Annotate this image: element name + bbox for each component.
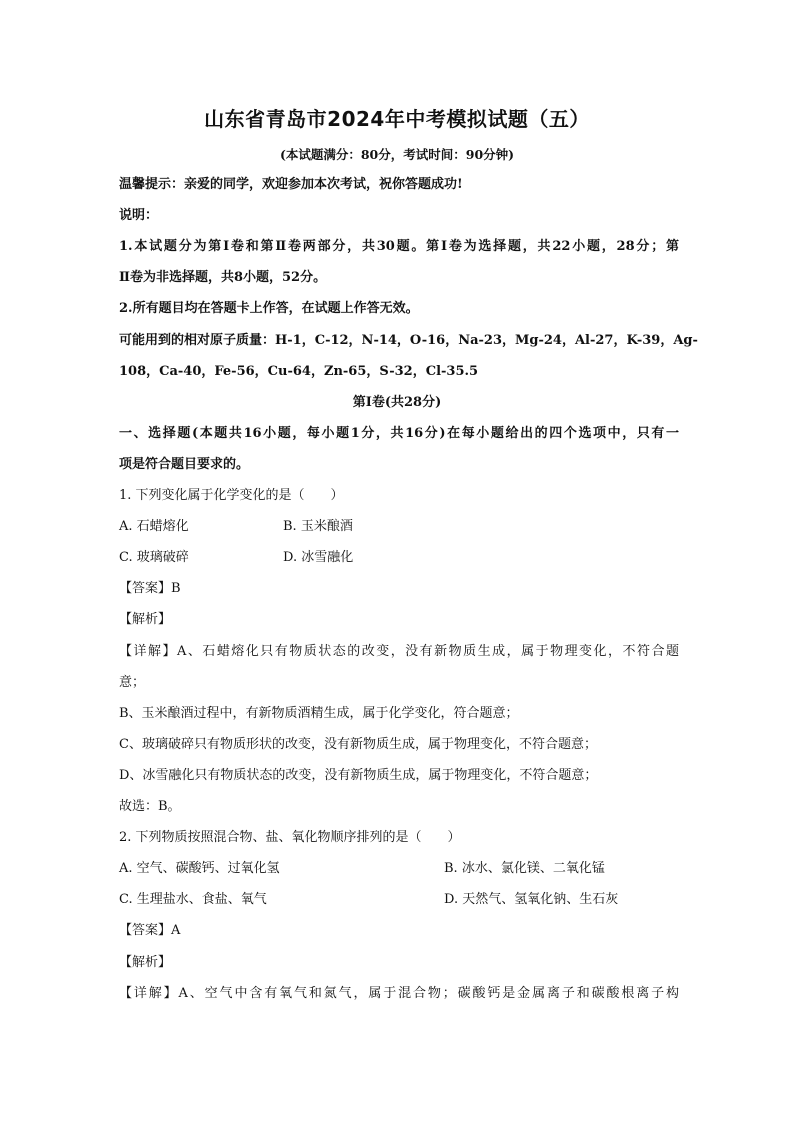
q2-detail: 【详解】A、空气中含有氧气和氮气，属于混合物；碳酸钙是金属离子和碳酸根离子构 <box>119 986 679 1001</box>
atomic-masses-cont: 108，Ca-40，Fe-56，Cu-64，Zn-65，S-32，Cl-35.5 <box>119 364 479 379</box>
greeting: 温馨提示：亲爱的同学，欢迎参加本次考试，祝你答题成功! <box>119 177 463 192</box>
atomic-masses: 可能用到的相对原子质量：H-1，C-12，N-14，O-16，Na-23，Mg-24，Al-27，K-39，Ag- <box>119 333 698 348</box>
instruction-2: 2.所有题目均在答题卡上作答，在试题上作答无效。 <box>119 301 419 316</box>
q2-analysis-label: 【解析】 <box>119 955 172 970</box>
q1-detail-b: B、玉米酿酒过程中，有新物质酒精生成，属于化学变化，符合题意； <box>119 706 519 721</box>
question-2-stem: 2. 下列物质按照混合物、盐、氧化物顺序排列的是（ ） <box>119 830 461 845</box>
q1-detail-cont: 意； <box>119 675 146 690</box>
q1-detail: 【详解】A、石蜡熔化只有物质状态的改变，没有新物质生成，属于物理变化，不符合题 <box>119 644 679 659</box>
instruction-1: 1.本试题分为第Ⅰ卷和第Ⅱ卷两部分，共30题。第Ⅰ卷为选择题，共22小题，28分；第 <box>119 239 679 254</box>
q1-option-b: B. 玉米酿酒 <box>283 519 353 534</box>
q2-option-b: B. 冰水、氯化镁、二氧化锰 <box>444 861 605 876</box>
q1-conclusion: 故选：B。 <box>119 799 181 814</box>
instructions-heading: 说明： <box>119 208 159 223</box>
q1-analysis-label: 【解析】 <box>119 612 172 627</box>
question-1-stem: 1. 下列变化属于化学变化的是（ ） <box>119 488 344 503</box>
q2-option-a: A. 空气、碳酸钙、过氧化氢 <box>119 861 280 876</box>
instruction-1-cont: Ⅱ卷为非选择题，共8小题，52分。 <box>119 270 327 285</box>
exam-info: (本试题满分：80分，考试时间：90分钟) <box>279 147 515 162</box>
q1-detail-d: D、冰雪融化只有物质状态的改变，没有新物质生成，属于物理变化，不符合题意； <box>119 768 598 783</box>
q1-option-c: C. 玻璃破碎 <box>119 550 189 565</box>
q1-answer: 【答案】B <box>119 581 181 596</box>
section1-heading-cont: 项是符合题目要求的。 <box>119 457 250 472</box>
page-title: 山东省青岛市2024年中考模拟试题（五） <box>204 107 590 131</box>
q2-option-c: C. 生理盐水、食盐、氧气 <box>119 892 267 907</box>
q2-option-d: D. 天然气、氢氧化钠、生石灰 <box>444 892 619 907</box>
q1-option-a: A. 石蜡熔化 <box>119 519 189 534</box>
section1-heading: 一、选择题(本题共16小题，每小题1分，共16分)在每小题给出的四个选项中，只有一 <box>119 426 679 441</box>
q2-answer: 【答案】A <box>119 923 181 938</box>
q1-detail-c: C、玻璃破碎只有物质形状的改变，没有新物质生成，属于物理变化，不符合题意； <box>119 737 597 752</box>
part1-heading: 第Ⅰ卷(共28分) <box>352 395 442 410</box>
q1-option-d: D. 冰雪融化 <box>283 550 354 565</box>
